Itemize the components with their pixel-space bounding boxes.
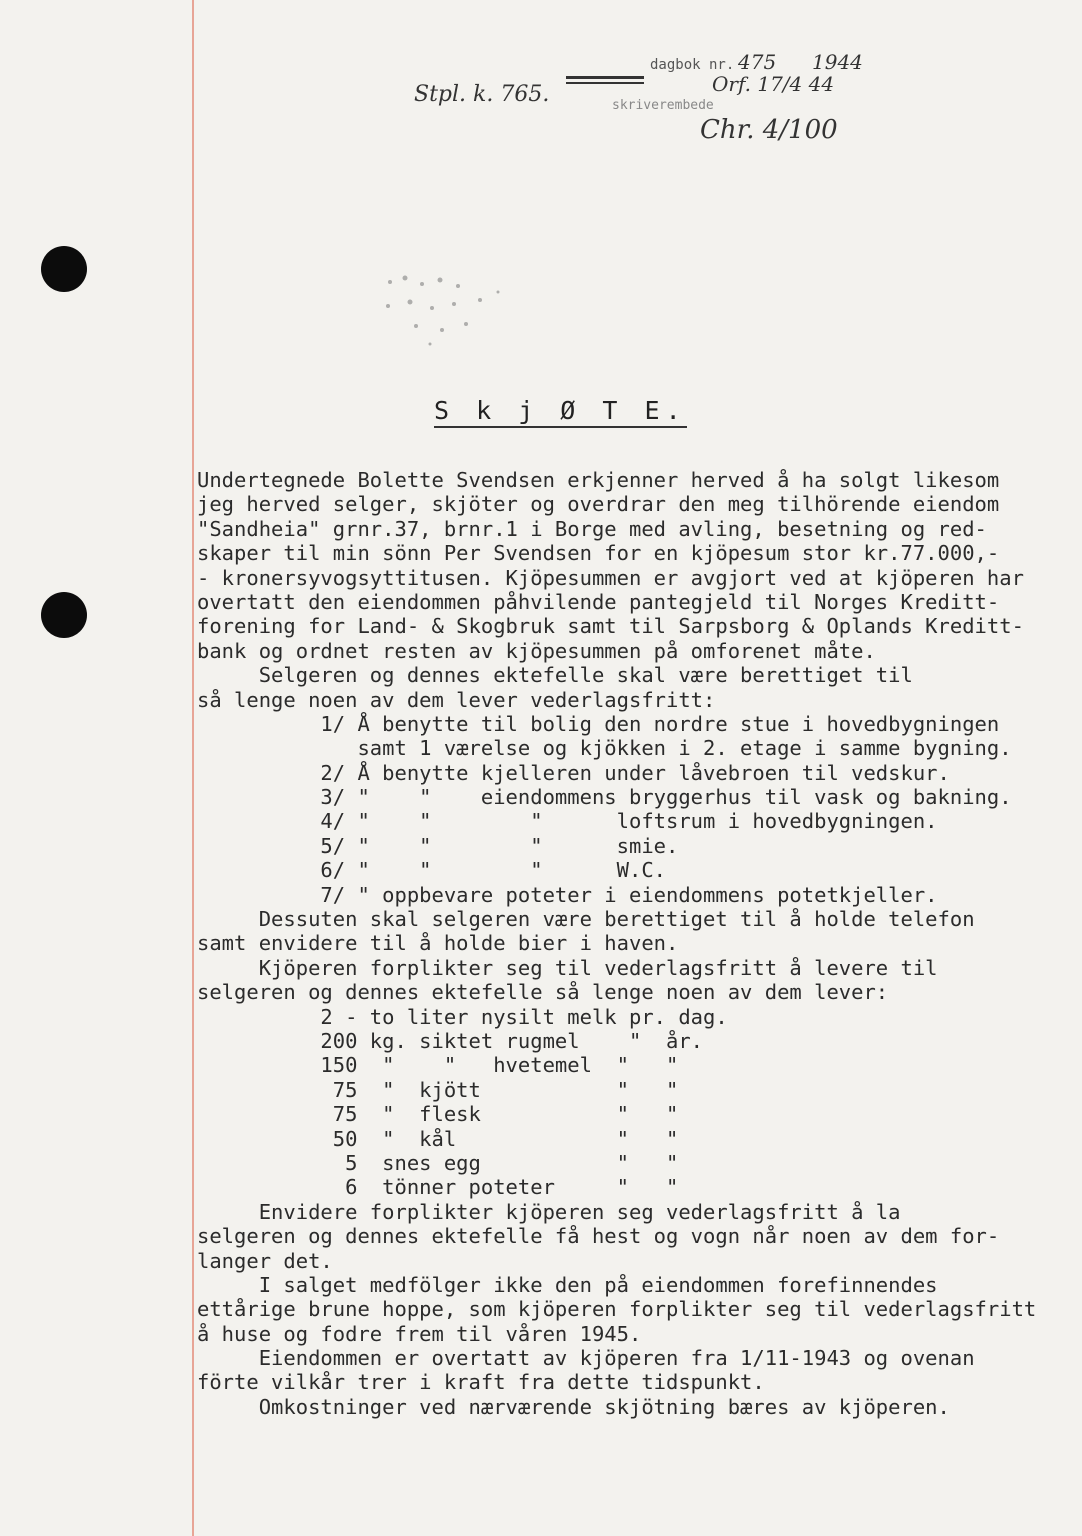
body-line: 75 " kjött " " <box>197 1077 679 1102</box>
body-line: å huse og fodre frem til våren 1945. <box>197 1321 642 1346</box>
body-line: Omkostninger ved nærværende skjötning bæres av kjöperen. <box>197 1394 950 1419</box>
body-line: 3/ " " eiendommens bryggerhus til vask og bakning. <box>197 785 1012 810</box>
body-line: 6 tönner poteter " " <box>197 1175 679 1200</box>
body-line: 1/ Å benytte til bolig den nordre stue i hovedbygningen <box>197 711 1000 736</box>
body-line: langer det. <box>197 1248 333 1273</box>
body-line: 7/ " oppbevare poteter i eiendommens potetkjeller. <box>197 882 938 907</box>
body-line: förte vilkår trer i kraft fra dette tidspunkt. <box>197 1370 765 1395</box>
body-line: Envidere forplikter kjöperen seg vederlagsfritt å la <box>197 1199 901 1224</box>
stamp-office: skriverembede <box>612 98 714 113</box>
body-line: selgeren og dennes ektefelle så lenge noen av dem lever: <box>197 980 889 1005</box>
document-title: S k j Ø T E. <box>434 397 687 428</box>
stamp-strike-line-2 <box>566 82 644 84</box>
body-line: samt envidere til å holde bier i haven. <box>197 931 679 956</box>
body-line: 50 " kål " " <box>197 1126 679 1151</box>
body-line: Undertegnede Bolette Svendsen erkjenner herved å ha solgt likesom <box>197 468 1000 492</box>
stamp-dagbok-label: dagbok nr. <box>650 57 735 73</box>
margin-rule <box>192 0 194 1536</box>
body-line: 4/ " " " loftsrum i hovedbygningen. <box>197 809 938 834</box>
stamp-dagbok-number: 475 <box>738 50 777 74</box>
body-line: jeg herved selger, skjöter og overdrar den meg tilhörende eiendom <box>197 492 1000 517</box>
stamp-year: 1944 <box>812 50 863 74</box>
body-line: 2/ Å benytte kjelleren under låvebroen til vedskur. <box>197 760 950 785</box>
punch-hole-bottom <box>41 592 87 638</box>
body-line: selgeren og dennes ektefelle få hest og vogn når noen av dem for- <box>197 1224 1000 1249</box>
body-line: 5/ " " " smie. <box>197 833 679 858</box>
body-line: bank og ordnet resten av kjöpesummen på omforenet måte. <box>197 638 876 663</box>
body-line: 200 kg. siktet rugmel " år. <box>197 1028 704 1053</box>
body-line: - kronersyvogsyttitusen. Kjöpesummen er avgjort ved at kjöperen har <box>197 565 1024 590</box>
body-line: forening for Land- & Skogbruk samt til Sarpsborg & Oplands Kreditt- <box>197 614 1024 639</box>
body-line: skaper til min sönn Per Svendsen for en kjöpesum stor kr.77.000,- <box>197 541 1000 566</box>
body-line: samt 1 værelse og kjökken i 2. etage i samme bygning. <box>197 736 1012 761</box>
body-line: 6/ " " " W.C. <box>197 858 666 883</box>
body-line: overtatt den eiendommen påhvilende pantegjeld til Norges Kreditt- <box>197 589 1000 614</box>
document-body <box>197 468 1077 1419</box>
body-line: Dessuten skal selgeren være berettiget til å holde telefon <box>197 907 975 932</box>
faded-stamp-smudge <box>370 262 520 352</box>
body-line: "Sandheia" grnr.37, brnr.1 i Borge med avling, besetning og red- <box>197 516 987 541</box>
body-line: så lenge noen av dem lever vederlagsfritt: <box>197 687 716 712</box>
stamp-chapter: Chr. 4/100 <box>700 115 838 145</box>
ref-left-handwritten: Stpl. k. 765. <box>414 82 550 107</box>
punch-hole-top <box>41 246 87 292</box>
body-line: 75 " flesk " " <box>197 1102 679 1127</box>
body-line: Eiendommen er overtatt av kjöperen fra 1/11-1943 og ovenan <box>197 1346 975 1371</box>
stamp-strike-line <box>566 76 644 79</box>
body-line: Kjöperen forplikter seg til vederlagsfritt å levere til <box>197 955 938 980</box>
body-line: 5 snes egg " " <box>197 1150 679 1175</box>
stamp-date: Orf. 17/4 44 <box>712 72 835 96</box>
body-line: I salget medfölger ikke den på eiendommen forefinnendes <box>197 1272 938 1297</box>
body-line: ettårige brune hoppe, som kjöperen forplikter seg til vederlagsfritt <box>197 1297 1037 1322</box>
body-line: Selgeren og dennes ektefelle skal være berettiget til <box>197 663 913 688</box>
body-line: 150 " " hvetemel " " <box>197 1053 679 1078</box>
body-line: 2 - to liter nysilt melk pr. dag. <box>197 1004 728 1029</box>
